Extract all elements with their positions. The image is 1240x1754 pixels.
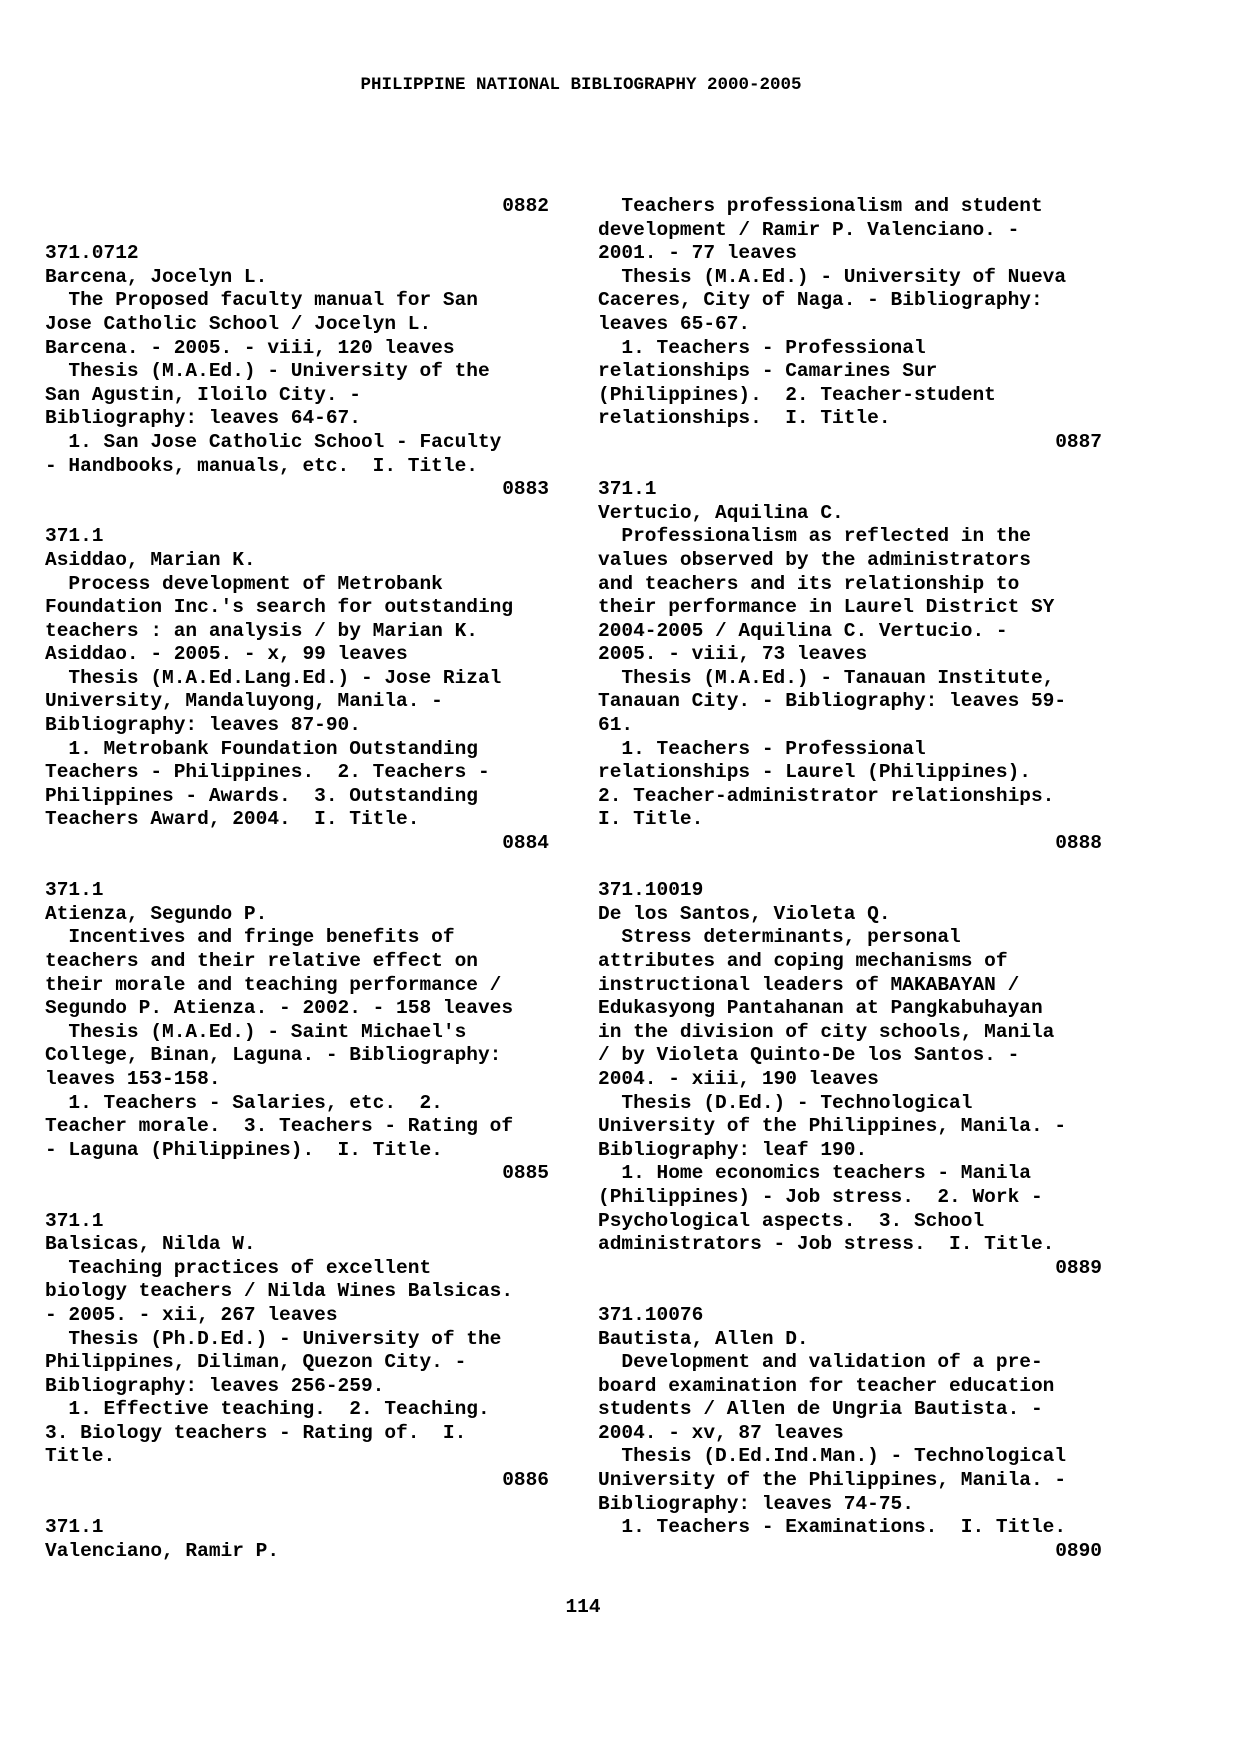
entry-line: leaves 65-67. bbox=[598, 312, 751, 335]
entry-line: - 2005. - xii, 267 leaves bbox=[45, 1303, 338, 1326]
blank-line bbox=[45, 856, 549, 880]
entry-line: teachers : an analysis / by Marian K. bbox=[45, 619, 478, 642]
entry-line: Bibliography: leaves 74-75. bbox=[598, 1492, 914, 1515]
entry-line: 371.10019 bbox=[598, 879, 704, 902]
entry-line: 2. Teacher-administrator relationships. bbox=[598, 784, 1055, 807]
entry-line: Title. bbox=[45, 1445, 116, 1468]
blank-line bbox=[45, 219, 549, 243]
entry-line: Teachers - Philippines. 2. Teachers - bbox=[45, 761, 490, 784]
entry-line: Incentives and fringe benefits of bbox=[45, 926, 455, 949]
entry-line: 371.1 bbox=[598, 478, 657, 501]
entry-number: 0890 bbox=[1055, 1539, 1102, 1562]
entry-line: Bautista, Allen D. bbox=[598, 1327, 809, 1350]
entry-line: / by Violeta Quinto-De los Santos. - bbox=[598, 1044, 1020, 1067]
entry-line: The Proposed faculty manual for San bbox=[45, 289, 478, 312]
entry-line: 371.10076 bbox=[598, 1303, 704, 1326]
left-column bbox=[45, 195, 549, 1563]
blank-line bbox=[598, 455, 1102, 479]
entry-line: relationships - Camarines Sur bbox=[598, 360, 938, 383]
entry-number: 0887 bbox=[1055, 430, 1102, 453]
entry-line: San Agustin, Iloilo City. - bbox=[45, 383, 361, 406]
entry-line: (Philippines) - Job stress. 2. Work - bbox=[598, 1185, 1043, 1208]
entry-line: Barcena, Jocelyn L. bbox=[45, 265, 268, 288]
entry-line: Bibliography: leaf 190. bbox=[598, 1138, 868, 1161]
entry-line: Teachers Award, 2004. I. Title. bbox=[45, 808, 420, 831]
entry-line: 1. Teachers - Examinations. I. Title. bbox=[598, 1516, 1067, 1539]
blank-line bbox=[45, 1493, 549, 1517]
entry-line: 1. Home economics teachers - Manila bbox=[598, 1162, 1031, 1185]
entry-line: Bibliography: leaves 256-259. bbox=[45, 1374, 385, 1397]
entry-line: 2004-2005 / Aquilina C. Vertucio. - bbox=[598, 619, 1008, 642]
blank-line bbox=[598, 856, 1102, 880]
blank-line bbox=[45, 1186, 549, 1210]
entry-line: - Handbooks, manuals, etc. I. Title. bbox=[45, 454, 478, 477]
entry-line: Teaching practices of excellent bbox=[45, 1256, 432, 1279]
entry-line: 371.1 bbox=[45, 1516, 104, 1539]
entry-line: Thesis (M.A.Ed.) - University of Nueva bbox=[598, 265, 1067, 288]
entry-line: Professionalism as reflected in the bbox=[598, 525, 1031, 548]
entry-number: 0886 bbox=[502, 1469, 549, 1492]
entry-line: Thesis (M.A.Ed.) - University of the bbox=[45, 360, 490, 383]
entry-line: 2004. - xv, 87 leaves bbox=[598, 1421, 844, 1444]
entry-line: Thesis (M.A.Ed.) - Tanauan Institute, bbox=[598, 666, 1055, 689]
entry-line: Philippines - Awards. 3. Outstanding bbox=[45, 784, 478, 807]
entry-line: relationships - Laurel (Philippines). bbox=[598, 761, 1031, 784]
entry-line: Valenciano, Ramir P. bbox=[45, 1539, 280, 1562]
entry-line: Caceres, City of Naga. - Bibliography: bbox=[598, 289, 1043, 312]
entry-line: Psychological aspects. 3. School bbox=[598, 1209, 985, 1232]
entry-line: Bibliography: leaves 87-90. bbox=[45, 714, 361, 737]
entry-line: University of the Philippines, Manila. - bbox=[598, 1115, 1067, 1138]
entry-line: 1. Teachers - Professional bbox=[598, 737, 926, 760]
entry-line: instructional leaders of MAKABAYAN / bbox=[598, 973, 1020, 996]
entry-number: 0885 bbox=[502, 1162, 549, 1185]
entry-line: (Philippines). 2. Teacher-student bbox=[598, 383, 996, 406]
entry-line: values observed by the administrators bbox=[598, 548, 1031, 571]
entry-number: 0888 bbox=[1055, 832, 1102, 855]
entry-line: 1. Metrobank Foundation Outstanding bbox=[45, 737, 478, 760]
entry-line: Asiddao. - 2005. - x, 99 leaves bbox=[45, 643, 408, 666]
entry-line: Bibliography: leaves 64-67. bbox=[45, 407, 361, 430]
right-column bbox=[598, 195, 1102, 1563]
entry-line: I. Title. bbox=[598, 808, 704, 831]
entry-line: Balsicas, Nilda W. bbox=[45, 1233, 256, 1256]
entry-line: Segundo P. Atienza. - 2002. - 158 leaves bbox=[45, 997, 514, 1020]
entry-line: Process development of Metrobank bbox=[45, 572, 443, 595]
entry-line: 371.1 bbox=[45, 1209, 104, 1232]
entry-line: Edukasyong Pantahanan at Pangkabuhayan bbox=[598, 997, 1043, 1020]
entry-line: in the division of city schools, Manila bbox=[598, 1020, 1055, 1043]
entry-line: 371.1 bbox=[45, 525, 104, 548]
entry-line: board examination for teacher education bbox=[598, 1374, 1055, 1397]
entry-line: Vertucio, Aquilina C. bbox=[598, 501, 844, 524]
entry-line: and teachers and its relationship to bbox=[598, 572, 1020, 595]
entry-line: University of the Philippines, Manila. - bbox=[598, 1469, 1067, 1492]
entry-line: College, Binan, Laguna. - Bibliography: bbox=[45, 1044, 502, 1067]
entry-line: Atienza, Segundo P. bbox=[45, 902, 268, 925]
page-number: 114 bbox=[565, 1596, 601, 1618]
entry-line: 371.1 bbox=[45, 879, 104, 902]
entry-line: Stress determinants, personal bbox=[598, 926, 961, 949]
entry-line: Philippines, Diliman, Quezon City. - bbox=[45, 1351, 467, 1374]
entry-line: their performance in Laurel District SY bbox=[598, 596, 1055, 619]
entry-number: 0884 bbox=[502, 832, 549, 855]
entry-line: 3. Biology teachers - Rating of. I. bbox=[45, 1421, 467, 1444]
entry-line: - Laguna (Philippines). I. Title. bbox=[45, 1138, 443, 1161]
entry-line: Foundation Inc.'s search for outstanding bbox=[45, 596, 514, 619]
entry-line: Teachers professionalism and student bbox=[598, 195, 1043, 217]
blank-line bbox=[45, 502, 549, 526]
entry-line: Teacher morale. 3. Teachers - Rating of bbox=[45, 1115, 514, 1138]
entry-line: Development and validation of a pre- bbox=[598, 1351, 1043, 1374]
entry-number: 0882 bbox=[502, 195, 549, 217]
entry-line: attributes and coping mechanisms of bbox=[598, 950, 1008, 972]
entry-line: 2004. - xiii, 190 leaves bbox=[598, 1067, 879, 1090]
entry-line: their morale and teaching performance / bbox=[45, 973, 502, 996]
entry-line: 1. Teachers - Professional bbox=[598, 336, 926, 359]
entry-line: 1. Teachers - Salaries, etc. 2. bbox=[45, 1091, 443, 1114]
entry-line: Thesis (D.Ed.Ind.Man.) - Technological bbox=[598, 1445, 1067, 1468]
entry-line: biology teachers / Nilda Wines Balsicas. bbox=[45, 1280, 514, 1303]
entry-line: University, Mandaluyong, Manila. - bbox=[45, 690, 443, 713]
entry-line: Asiddao, Marian K. bbox=[45, 548, 256, 571]
entry-line: relationships. I. Title. bbox=[598, 407, 891, 430]
entry-line: 371.0712 bbox=[45, 242, 139, 265]
entry-line: 1. Effective teaching. 2. Teaching. bbox=[45, 1398, 490, 1421]
entry-line: Thesis (M.A.Ed.) - Saint Michael's bbox=[45, 1020, 467, 1043]
entry-number: 0883 bbox=[502, 478, 549, 501]
entry-line: administrators - Job stress. I. Title. bbox=[598, 1233, 1055, 1256]
entry-line: Barcena. - 2005. - viii, 120 leaves bbox=[45, 336, 455, 359]
entry-line: Jose Catholic School / Jocelyn L. bbox=[45, 312, 432, 335]
entry-line: leaves 153-158. bbox=[45, 1067, 221, 1090]
entry-line: Tanauan City. - Bibliography: leaves 59- bbox=[598, 690, 1067, 713]
page-header: PHILIPPINE NATIONAL BIBLIOGRAPHY 2000-2005 bbox=[360, 75, 802, 95]
entry-line: Thesis (M.A.Ed.Lang.Ed.) - Jose Rizal bbox=[45, 666, 502, 689]
entry-number: 0889 bbox=[1055, 1256, 1102, 1279]
entry-line: students / Allen de Ungria Bautista. - bbox=[598, 1398, 1043, 1421]
entry-line: Thesis (Ph.D.Ed.) - University of the bbox=[45, 1327, 502, 1350]
blank-line bbox=[598, 1280, 1102, 1304]
entry-line: teachers and their relative effect on bbox=[45, 950, 478, 972]
entry-line: 1. San Jose Catholic School - Faculty bbox=[45, 430, 502, 453]
entry-line: development / Ramir P. Valenciano. - bbox=[598, 218, 1020, 241]
entry-line: Thesis (D.Ed.) - Technological bbox=[598, 1091, 973, 1114]
entry-line: 61. bbox=[598, 714, 634, 737]
entry-line: 2005. - viii, 73 leaves bbox=[598, 643, 868, 666]
entry-line: De los Santos, Violeta Q. bbox=[598, 902, 891, 925]
entry-line: 2001. - 77 leaves bbox=[598, 242, 797, 265]
